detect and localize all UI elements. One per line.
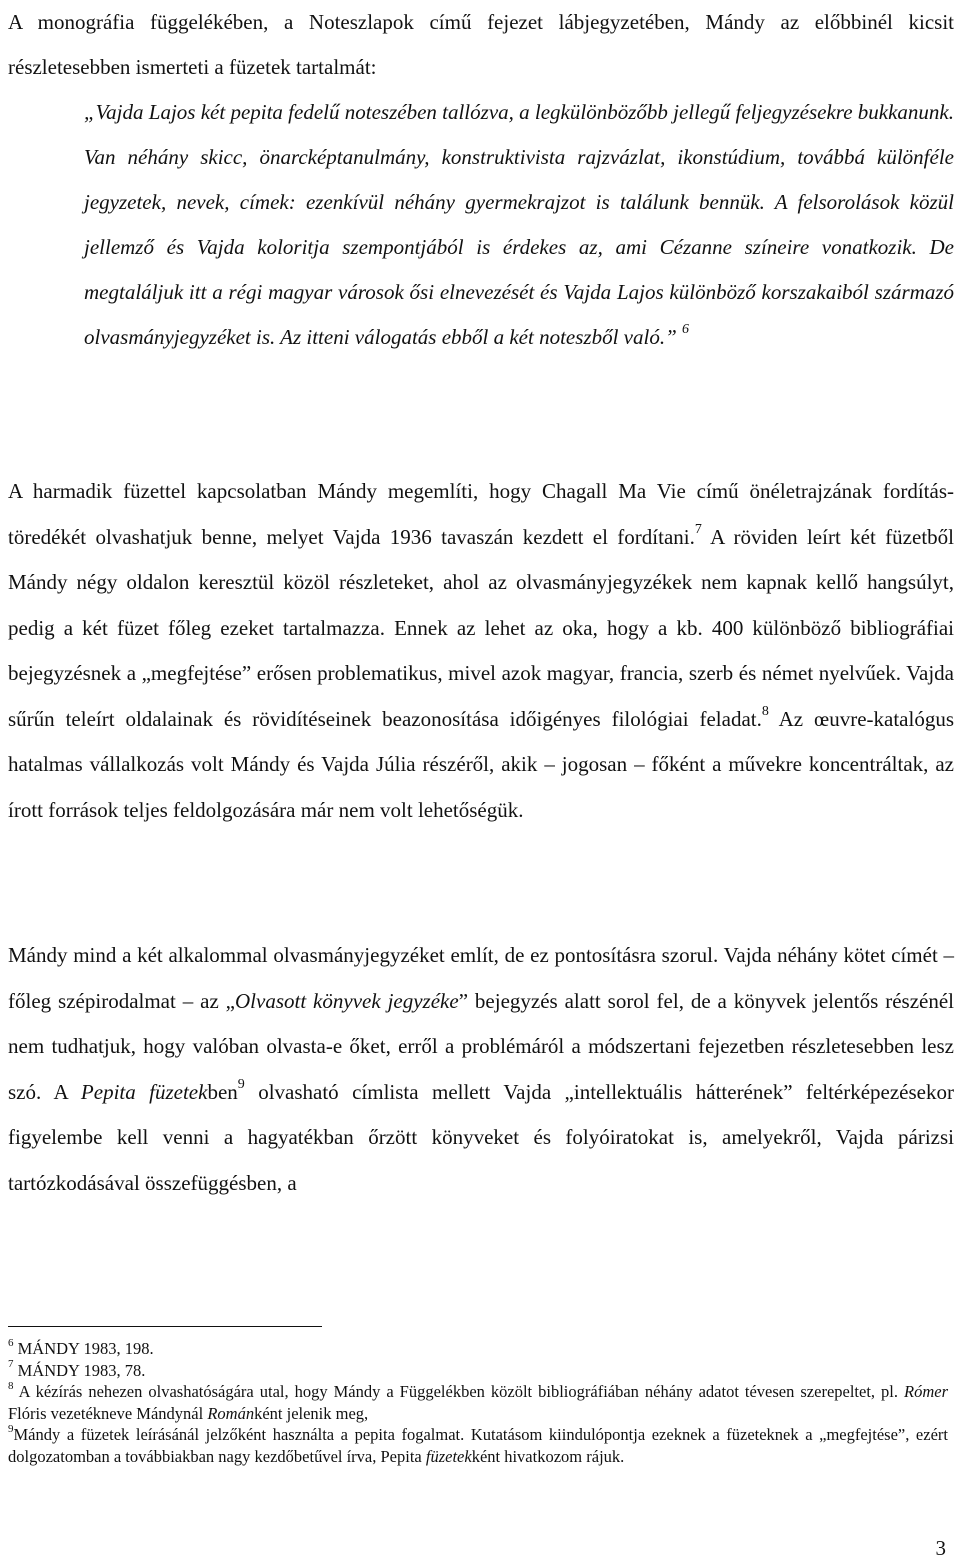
footnote-text: Flóris vezetékneve Mándynál xyxy=(8,1403,208,1423)
footnote-text: MÁNDY 1983, 198. xyxy=(13,1339,154,1358)
footnote-divider xyxy=(8,1326,322,1327)
body-paragraph-2 xyxy=(8,469,954,833)
footnote-8 xyxy=(8,1381,948,1424)
footnote-text: A kézírás nehezen olvashatóságára utal, hogy Mándy a Függelékben közölt bibliográfiában néhány adatot tévesen szerepeltet, pl. xyxy=(13,1382,904,1401)
footnote-6 xyxy=(8,1338,948,1360)
footnote-ref-7[interactable]: 7 xyxy=(694,521,702,537)
footnote-italic-fuzetek: füzetek xyxy=(425,1446,472,1466)
intro-paragraph: A monográfia függelékében, a Noteszlapok című fejezet lábjegyzetében, Mándy az előbbinél kicsit részletesebben ismerteti a füzetek tartalmát: xyxy=(8,10,954,79)
footnote-number: 7 xyxy=(8,1358,14,1370)
footnote-text: MÁNDY 1983, 78. xyxy=(13,1360,146,1380)
footnotes xyxy=(8,1338,948,1467)
para2-part1: A harmadik füzettel kapcsolatban Mándy megemlíti, hogy Chagall Ma Vie című önéletrajzának fordítás-töredékét olvashatjuk benne, melyet Vajda 1936 tavaszán kezdett el fordítani. xyxy=(8,479,954,549)
title-olvasott-konyvek: Olvasott könyvek jegyzéke xyxy=(235,988,459,1013)
page-number: 3 xyxy=(935,1536,946,1560)
footnote-ref-8[interactable]: 8 xyxy=(761,703,769,719)
para3-part1: Mándy mind a két alkalommal olvasmányjegyzéket említ, de ez pontosításra szorul. Vajda néhány kötet címét – főleg szépirodalmat – az „ xyxy=(8,943,954,1013)
footnote-number: 8 xyxy=(8,1379,14,1392)
footnote-7 xyxy=(8,1360,948,1382)
body-paragraph-3 xyxy=(8,933,954,1206)
footnote-text: ként hivatkozom rájuk. xyxy=(471,1446,625,1466)
block-quote xyxy=(84,90,954,360)
footnote-ref-6[interactable]: 6 xyxy=(682,322,690,337)
para3-part2: ” bejegyzés alatt sorol fel, de a könyvek jelentős részénél nem tudhatjuk, hogy valóban olvasta-e őket, erről a problémáról a módszertani fejezetben részletesebben lesz szó. A xyxy=(8,988,954,1104)
quote-text: „Vajda Lajos két pepita fedelű noteszében tallózva, a legkülönbözőbb jellegű feljegyzésekre bukkanunk. Van néhány skicc, önarcképtanulmány, konstruktivista rajzvázlat, ikonstúdium, továbbá különféle jegyzetek, nevek, címek: ezenkívül néhány gyermekrajzot is találunk bennük. A felsorolások közül jellemző és Vajda koloritja szempontjából is érdekes az, ami Cézanne színeire vonatkozik. De megtaláljuk itt a régi magyar városok ősi elnevezését és Vajda Lajos különböző korszakaiból származó olvasmányjegyzéket is. Az itteni válogatás ebből a két noteszből való.” xyxy=(84,100,954,349)
para2-part2: A röviden leírt két füzetből Mándy négy oldalon keresztül közöl részleteket, ahol az olvasmányjegyzékek nem kapnak kellő hangsúlyt, pedig a két füzet főleg ezeket tartalmazza. Ennek az lehet az oka, hogy a kb. 400 különböző bibliográfiai bejegyzésnek a „megfejtése” erősen problematikus, mivel azok magyar, francia, szerb és német nyelvűek. Vajda sűrűn teleírt oldalainak és rövidítéseinek beazonosítása időigényes filológiai feladat. xyxy=(8,524,954,731)
footnote-text: Mándy a füzetek leírásánál jelzőként használta a pepita fogalmat. Kutatásom kiindulópontja ezeknek a füzeteknek a „megfejtése”, ezért dolgozatomban a továbbiakban nagy kezdőbetűvel írva, Pepita xyxy=(8,1425,948,1466)
para3-part3: ben xyxy=(207,1079,238,1104)
title-pepita-fuzetek: Pepita füzetek xyxy=(80,1079,208,1104)
footnote-ref-9[interactable]: 9 xyxy=(237,1076,245,1092)
footnote-number: 6 xyxy=(8,1336,14,1349)
footnote-9 xyxy=(8,1424,948,1467)
footnote-italic-romer: Rómer xyxy=(904,1382,948,1401)
para3-part4: olvasható címlista mellett Vajda „intellektuális hátterének” feltérképezésekor figyelembe kell venni a hagyatékban őrzött könyveket és folyóiratokat is, amelyekről, Vajda párizsi tartózkodásával összefüggésben, a xyxy=(8,1079,954,1195)
footnote-number: 9 xyxy=(8,1422,14,1435)
para2-part3: Az œuvre-katalógus hatalmas vállalkozás volt Mándy és Vajda Júlia részéről, akik – jogosan – főként a művekre koncentráltak, az írott források teljes feldolgozására már nem volt lehetőségük. xyxy=(8,706,954,822)
footnote-italic-roman: Román xyxy=(207,1403,255,1423)
footnote-text: ként jelenik meg, xyxy=(254,1403,369,1423)
